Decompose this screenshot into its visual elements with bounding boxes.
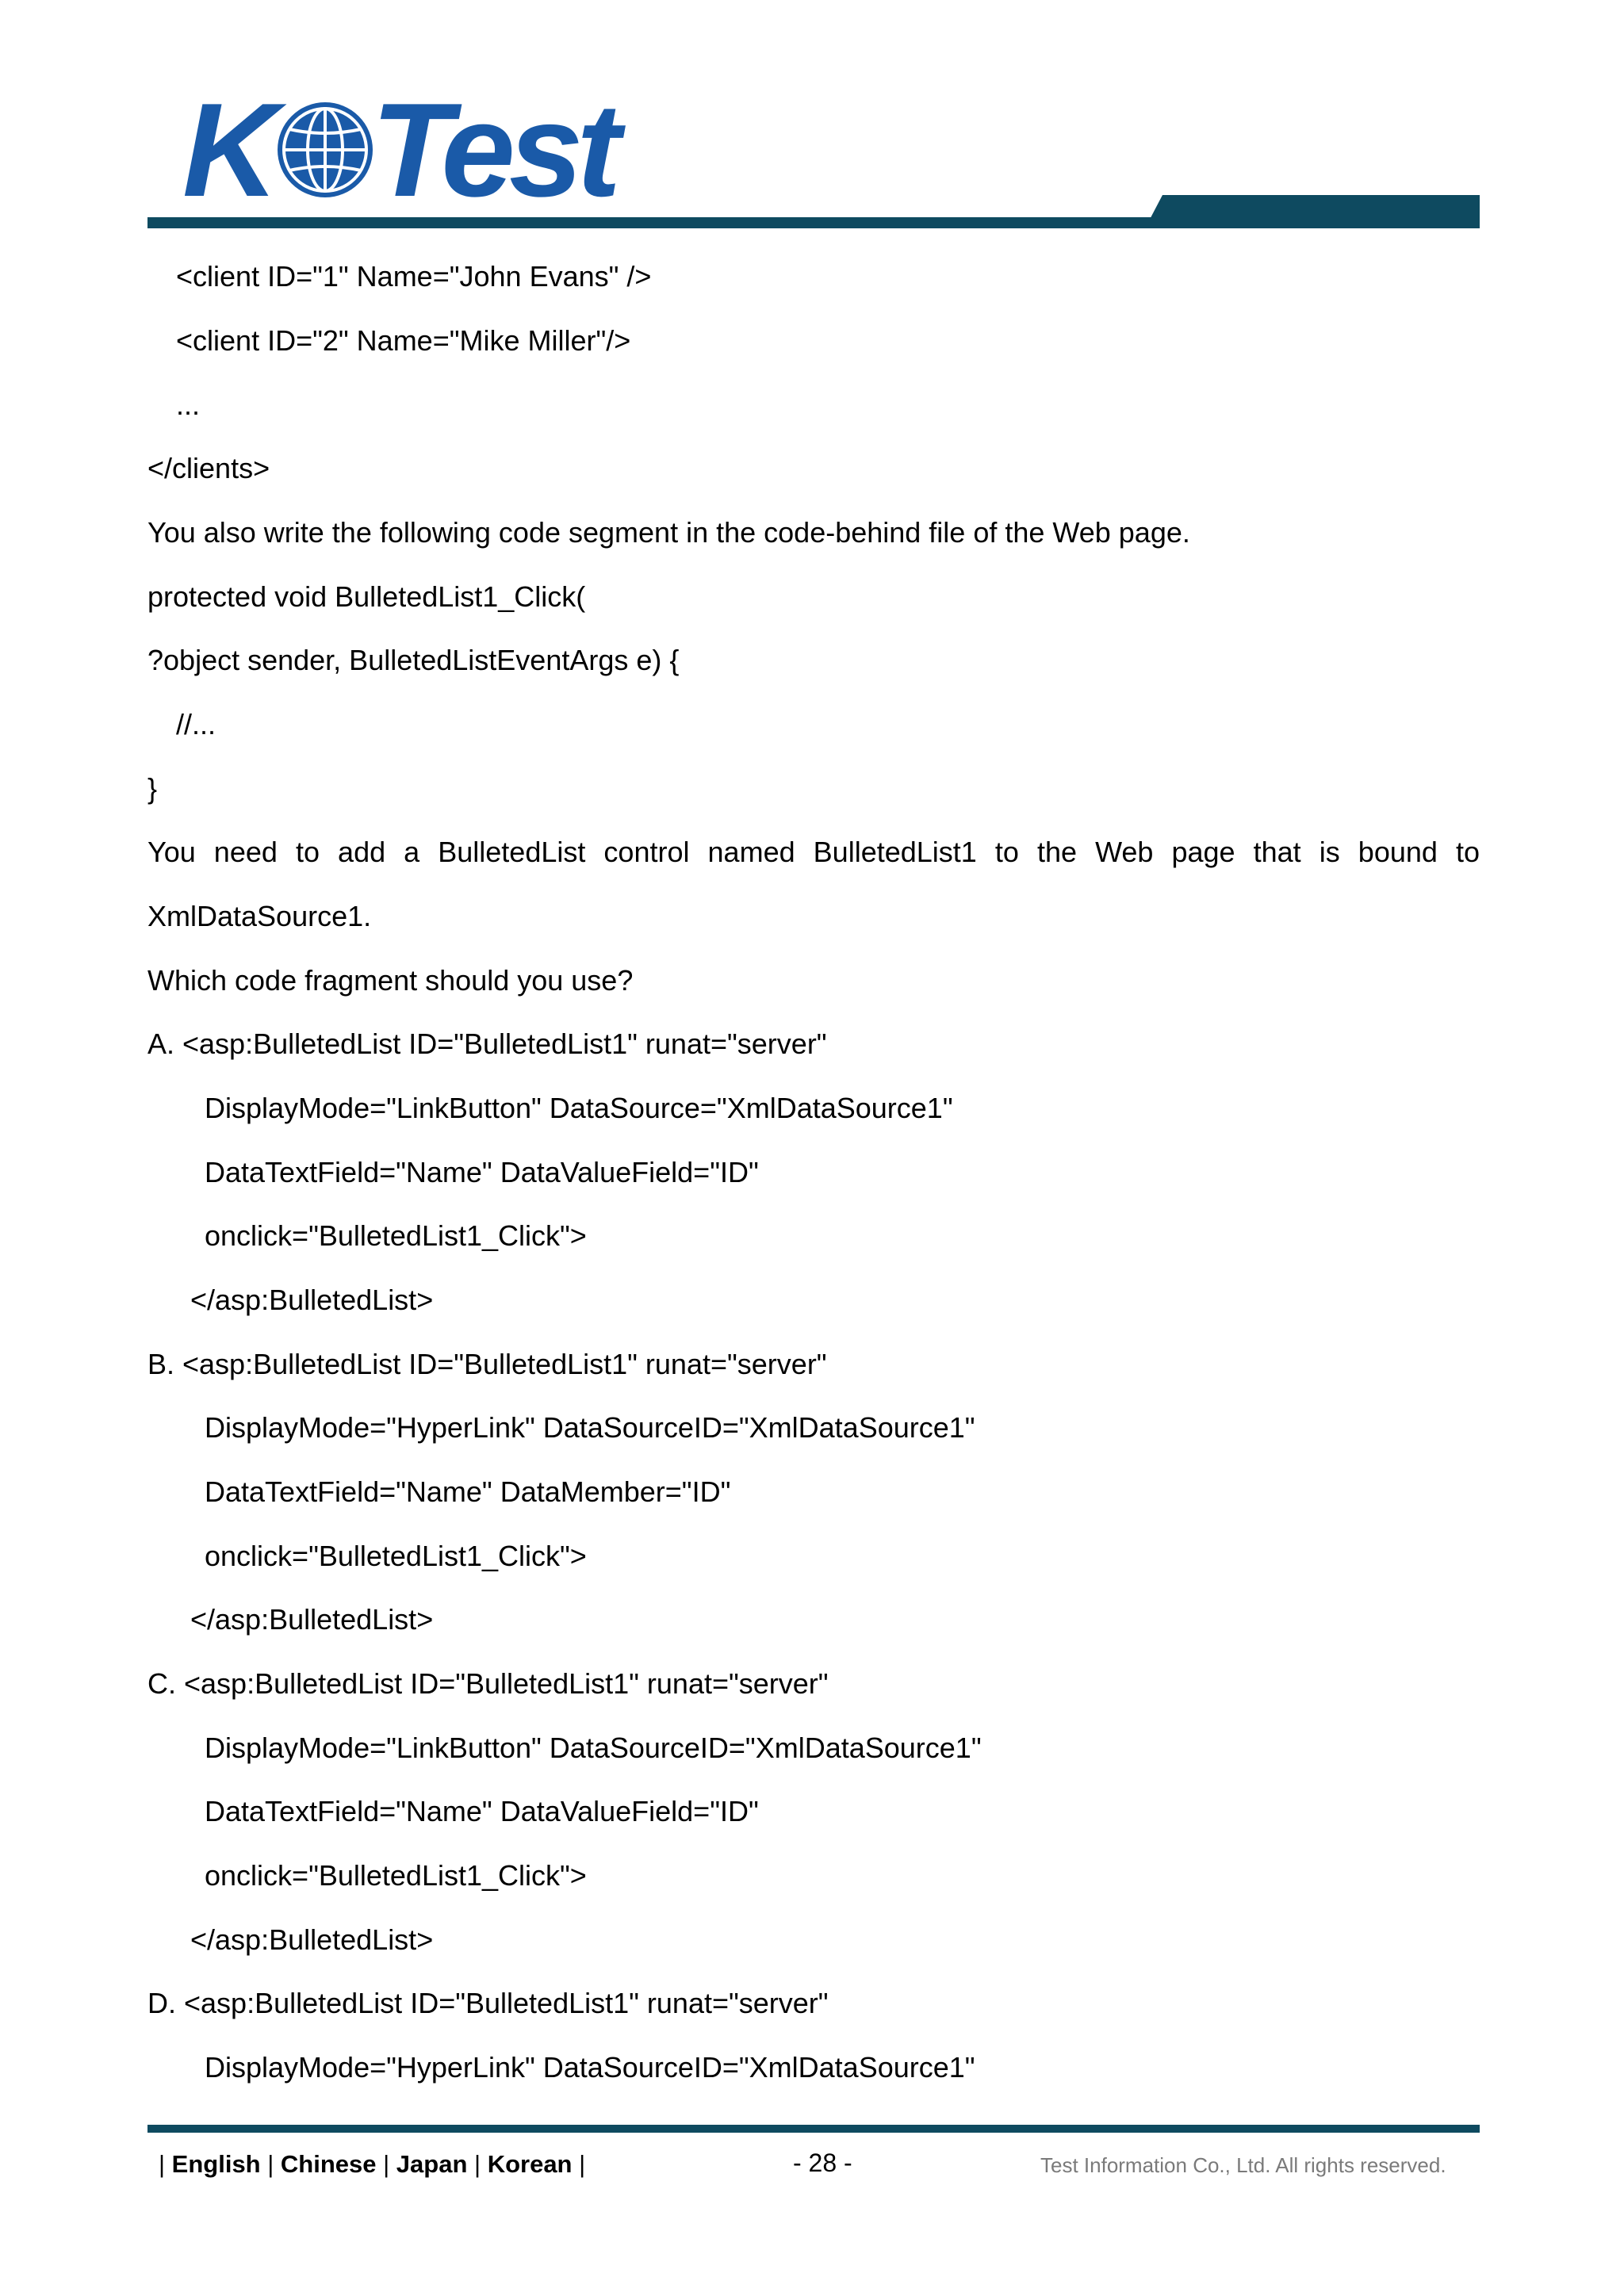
question-text: You need to add a BulletedList control named BulletedList1 to the Web page that is bound to [147,836,1480,868]
option-b-line: </asp:BulletedList> [190,1603,434,1636]
kotest-logo [182,91,642,210]
code-line: </clients> [147,452,270,484]
page-number: - 28 - [793,2149,852,2177]
option-d: D. <asp:BulletedList ID="BulletedList1" runat="server" [147,1987,829,2019]
option-b-line: onclick="BulletedList1_Click"> [205,1540,587,1572]
option-a-line: DataTextField="Name" DataValueField="ID" [205,1156,759,1188]
option-c-line: onclick="BulletedList1_Click"> [205,1859,587,1892]
code-line: <client ID="2" Name="Mike Miller"/> [176,324,631,357]
option-c: C. <asp:BulletedList ID="BulletedList1" runat="server" [147,1667,829,1700]
option-a-line: </asp:BulletedList> [190,1284,434,1316]
svg-text:Test: Test [371,91,615,210]
option-b: B. <asp:BulletedList ID="BulletedList1" runat="server" [147,1348,827,1380]
option-a-line: onclick="BulletedList1_Click"> [205,1219,587,1252]
option-d-line: DisplayMode="HyperLink" DataSourceID="XmlDataSource1" [205,2051,975,2084]
code-line: } [147,772,158,805]
code-line: protected void BulletedList1_Click( [147,580,586,613]
code-line: <client ID="1" Name="John Evans" /> [176,260,652,293]
copyright-text: Test Information Co., Ltd. All rights reserved. [1040,2153,1446,2177]
code-line: ?object sender, BulletedListEventArgs e) { [147,644,680,676]
language-links: | English | Chinese | Japan | Korean | [159,2150,586,2178]
option-b-line: DisplayMode="HyperLink" DataSourceID="XmlDataSource1" [205,1411,975,1444]
code-line: //... [176,708,216,740]
option-c-line: DisplayMode="LinkButton" DataSourceID="XmlDataSource1" [205,1732,982,1764]
option-b-line: DataTextField="Name" DataMember="ID" [205,1475,731,1508]
link-english[interactable]: English [171,2150,261,2178]
question-prompt: Which code fragment should you use? [147,964,634,997]
question-text: XmlDataSource1. [147,900,372,932]
link-chinese[interactable]: Chinese [280,2150,377,2178]
header-rule [147,217,1480,228]
link-korean[interactable]: Korean [487,2150,573,2178]
option-a-line: DisplayMode="LinkButton" DataSource="XmlDataSource1" [205,1092,953,1124]
option-c-line: </asp:BulletedList> [190,1923,434,1956]
code-line: ... [176,388,201,421]
body-text: You also write the following code segment in the code-behind file of the Web page. [147,516,1190,549]
footer-rule [147,2125,1480,2133]
option-c-line: DataTextField="Name" DataValueField="ID" [205,1795,759,1827]
link-japan[interactable]: Japan [396,2150,468,2178]
svg-text:K: K [182,91,274,210]
option-a: A. <asp:BulletedList ID="BulletedList1" runat="server" [147,1027,827,1060]
